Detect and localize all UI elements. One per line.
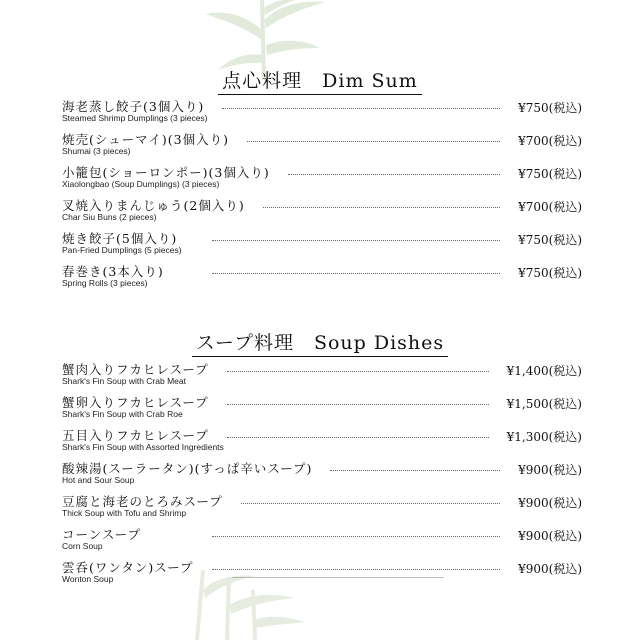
menu-item-name-en: Xiaolongbao (Soup Dumplings) (3 pieces) xyxy=(62,179,220,189)
menu-item xyxy=(62,360,582,390)
menu-item-name-en: Shumai (3 pieces) xyxy=(62,146,131,156)
bottom-divider xyxy=(232,577,444,578)
menu-item xyxy=(62,130,582,160)
menu-item xyxy=(62,97,582,127)
menu-item-price: ¥1,300(税込) xyxy=(506,430,582,444)
menu-item xyxy=(62,525,582,555)
menu-item-name-jp: 焼き餃子(5個入り) xyxy=(62,231,178,246)
menu-item-name-jp: コーンスープ xyxy=(62,527,142,542)
menu-item-name-en: Spring Rolls (3 pieces) xyxy=(62,278,148,288)
menu-item xyxy=(62,459,582,489)
dim-sum-title: 点心料理 Dim Sum xyxy=(218,66,422,95)
menu-item-name-jp: 海老蒸し餃子(3個入り) xyxy=(62,99,205,114)
menu-item xyxy=(62,558,582,588)
menu-item-name-jp: 小籠包(ショーロンポー)(3個入り) xyxy=(62,165,270,180)
menu-item-name-jp: 酸辣湯(スーラータン)(すっぱ辛いスープ) xyxy=(62,461,313,476)
menu-item-name-jp: 豆腐と海老のとろみスープ xyxy=(62,494,223,509)
dotted-leader xyxy=(212,273,500,274)
menu-item-name-en: Shark's Fin Soup with Assorted Ingredients xyxy=(62,442,224,452)
dotted-leader xyxy=(227,404,489,405)
dim-sum-section-title xyxy=(0,66,640,95)
dotted-leader xyxy=(212,536,500,537)
menu-item-price: ¥900(税込) xyxy=(518,463,582,477)
menu-item-name-jp: 春巻き(3本入り) xyxy=(62,264,164,279)
dotted-leader xyxy=(241,503,500,504)
menu-item-price: ¥750(税込) xyxy=(518,101,582,115)
menu-item-price: ¥1,400(税込) xyxy=(506,364,582,378)
menu-item-price: ¥900(税込) xyxy=(518,562,582,576)
menu-item xyxy=(62,163,582,193)
menu-item-name-en: Shark's Fin Soup with Crab Meat xyxy=(62,376,186,386)
menu-item-price: ¥750(税込) xyxy=(518,167,582,181)
dotted-leader xyxy=(222,108,500,109)
soup-section-title xyxy=(0,328,640,357)
menu-item xyxy=(62,393,582,423)
dotted-leader xyxy=(247,141,500,142)
menu-item-price: ¥900(税込) xyxy=(518,529,582,543)
menu-item-name-jp: 叉焼入りまんじゅう(2個入り) xyxy=(62,198,245,213)
soup-title: スープ料理 Soup Dishes xyxy=(192,328,448,357)
dotted-leader xyxy=(227,437,489,438)
dotted-leader xyxy=(227,371,489,372)
menu-item-name-jp: 五目入りフカヒレスープ xyxy=(62,428,209,443)
dotted-leader xyxy=(288,174,500,175)
menu-item-name-en: Wonton Soup xyxy=(62,574,114,584)
menu-item-name-en: Steamed Shrimp Dumplings (3 pieces) xyxy=(62,113,208,123)
menu-item-name-jp: 蟹肉入りフカヒレスープ xyxy=(62,362,209,377)
menu-item-price: ¥750(税込) xyxy=(518,233,582,247)
menu-item-name-jp: 焼売(シューマイ)(3個入り) xyxy=(62,132,229,147)
menu-item xyxy=(62,196,582,226)
menu-item xyxy=(62,492,582,522)
dotted-leader xyxy=(212,569,500,570)
dotted-leader xyxy=(263,207,500,208)
menu-item-name-en: Hot and Sour Soup xyxy=(62,475,135,485)
menu-item-name-jp: 蟹卵入りフカヒレスープ xyxy=(62,395,209,410)
menu-item-name-en: Thick Soup with Tofu and Shrimp xyxy=(62,508,187,518)
menu-item-price: ¥750(税込) xyxy=(518,266,582,280)
menu-item-name-en: Char Siu Buns (2 pieces) xyxy=(62,212,157,222)
menu-item xyxy=(62,426,582,456)
menu-item-name-en: Corn Soup xyxy=(62,541,103,551)
menu-item xyxy=(62,229,582,259)
menu-item-price: ¥1,500(税込) xyxy=(506,397,582,411)
menu-item-name-en: Shark's Fin Soup with Crab Roe xyxy=(62,409,183,419)
menu-item-price: ¥900(税込) xyxy=(518,496,582,510)
dotted-leader xyxy=(212,240,500,241)
dotted-leader xyxy=(330,470,500,471)
menu-item-name-en: Pan-Fried Dumplings (5 pieces) xyxy=(62,245,182,255)
menu-item-name-jp: 雲呑(ワンタン)スープ xyxy=(62,560,194,575)
menu-item xyxy=(62,262,582,292)
menu-item-price: ¥700(税込) xyxy=(518,200,582,214)
menu-item-price: ¥700(税込) xyxy=(518,134,582,148)
